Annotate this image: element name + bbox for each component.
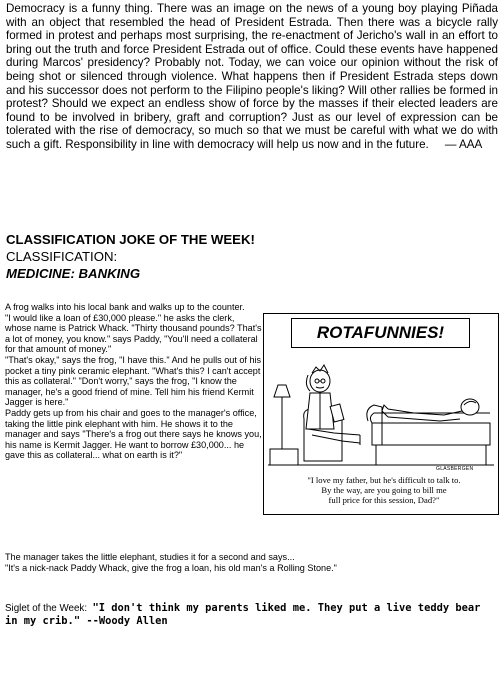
- caption-line: By the way, are you going to bill me: [321, 485, 447, 495]
- story-paragraph: A frog walks into his local bank and walks up to the counter.: [5, 302, 245, 312]
- editorial-signoff: — AAA: [444, 137, 483, 151]
- punchline: "It's a nick-nack Paddy Whack, give the frog a loan, his old man's a Rolling Stone.": [5, 562, 337, 573]
- cartoonist-signature: GLASBERGEN: [436, 466, 474, 472]
- siglet-of-the-week: [5, 602, 499, 628]
- caption-line: full price for this session, Dad?": [328, 495, 440, 505]
- editorial-paragraph: [6, 2, 498, 152]
- editorial-text: Democracy is a funny thing. There was an image on the news of a young boy playing Piñada with an object that resembled the head of President Estrada. Then there was a bicycle rally formed in protest and perhaps most surprising, the re-enactment of Jericho's wall in an effort to bring out the truth and force President Estrada out of office. Could these events have happened during Marcos' presidency? Probably not. Today, we can voice our opinion without the risk of being shot or silenced through violence. What happens then if President Estrada steps down and his successor does not perform to the Filipino people's liking? Will other rallies be formed in protest? Should we expect an endless show of force by the masses if their elected leaders are found to be involved in bribery, graft and corruption? Just as our level of expression can be tolerated with the rise of democracy, so much so that we must be careful with what we do with such a gift. Responsibility in line with democracy will help us now and in the future.: [6, 2, 498, 151]
- cartoon-caption: [286, 475, 482, 505]
- joke-heading: CLASSIFICATION JOKE OF THE WEEK!: [6, 232, 255, 247]
- classification-label: CLASSIFICATION:: [6, 249, 118, 264]
- story-paragraph: "I would like a loan of £30,000 please." he asks the clerk, whose name is Patrick Whack. "Thirty thousand pounds? That's a lot of money, you know." says Paddy, "You'll need a collateral for that amount of money.": [5, 312, 262, 355]
- story-paragraph: "That's okay," says the frog, "I have this." And he pulls out of his pocket a tiny pink ceramic elephant. "What's this? I can't accept this as collateral." "Don't worry," says the frog, "I know the manager, he's a good friend of mine. Tell him his friend Kermit Jagger is here.": [5, 354, 262, 408]
- siglet-label: Siglet of the Week:: [5, 603, 88, 614]
- therapy-cartoon-illustration: [264, 349, 498, 475]
- story-paragraph: Paddy gets up from his chair and goes to the manager's office, taking the little pink elephant with him. He shows it to the manager and says "There's a frog out there says he knows you, his name is Kermit Jagger. He want to borrow £30,000... he gave this as collateral... what on earth is it?": [5, 407, 262, 461]
- caption-line: "I love my father, but he's difficult to talk to.: [307, 475, 461, 485]
- classification-value: MEDICINE: BANKING: [6, 266, 141, 281]
- joke-punchline: [5, 552, 499, 573]
- joke-story: [5, 302, 263, 461]
- siglet-quote: "I don't think my parents liked me. They put a live teddy bear in my crib." --Woody Allen: [5, 602, 481, 627]
- cartoon-title: ROTAFUNNIES!: [291, 318, 470, 348]
- manager-line: The manager takes the little elephant, studies it for a second and says...: [5, 552, 295, 562]
